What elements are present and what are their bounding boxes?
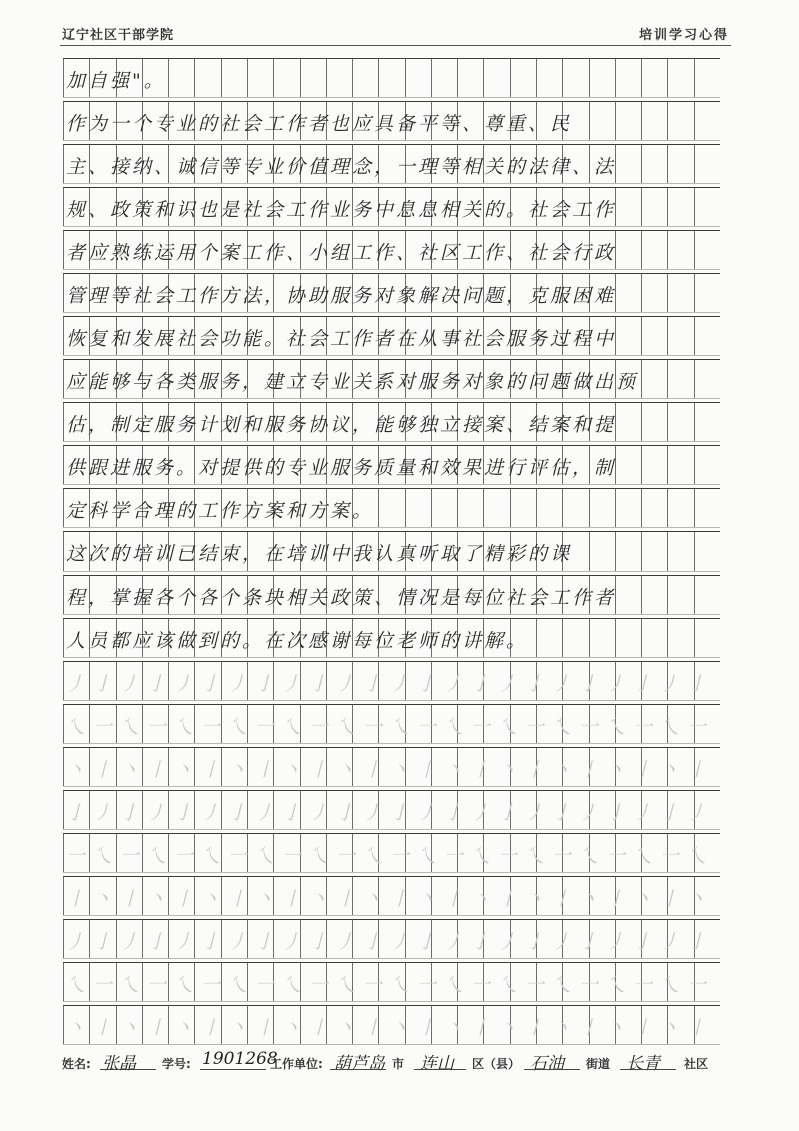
header-divider [60, 45, 731, 46]
student-id-value: 1901268 [202, 1049, 278, 1069]
bleed-through-row: 亅丿亅丿亅丿亅丿亅丿亅丿亅丿亅丿亅丿亅丿亅丿亅丿 [66, 801, 715, 824]
bleed-through-row: 丶丨丶丨丶丨丶丨丶丨丶丨丶丨丶丨丶丨丶丨丶丨丶丨 [66, 1016, 715, 1039]
district-value: 连山 [420, 1054, 454, 1074]
essay-line: 估，制定服务计划和服务协议，能够独立接案、结案和提 [66, 414, 617, 437]
essay-line: 恢复和发展社会功能。社会工作者在从事社会服务过程中 [66, 328, 617, 351]
bleed-through-row: 丶丨丶丨丶丨丶丨丶丨丶丨丶丨丶丨丶丨丶丨丶丨丶丨 [66, 758, 715, 781]
essay-line: 这次的培训已结束，在培训中我认真听取了精彩的课 [66, 543, 573, 566]
community-value: 长青 [626, 1054, 660, 1074]
essay-line: 规、政策和识也是社会工作业务中息息相关的。社会工作 [66, 199, 617, 222]
name-value: 张晶 [102, 1054, 136, 1074]
essay-line: 应能够与各类服务，建立专业关系对服务对象的问题做出预 [66, 371, 639, 394]
name-label: 姓名: [62, 1057, 91, 1071]
institution-header: 辽宁社区干部学院 [62, 28, 175, 43]
student-id-underline [200, 1069, 266, 1070]
bleed-through-row: 乀一乀一乀一乀一乀一乀一乀一乀一乀一乀一乀一乀一 [66, 715, 715, 738]
street-value: 石油 [530, 1054, 564, 1074]
essay-line: 者应熟练运用个案工作、小组工作、社区工作、社会行政 [66, 242, 617, 265]
community-label: 社区 [684, 1057, 709, 1071]
work-unit-label: 工作单位: [270, 1057, 323, 1071]
student-id-label: 学号: [162, 1057, 191, 1071]
bleed-through-row: 乀一乀一乀一乀一乀一乀一乀一乀一乀一乀一乀一乀一 [66, 973, 715, 996]
bleed-through-row: 丿亅丿亅丿亅丿亅丿亅丿亅丿亅丿亅丿亅丿亅丿亅丿亅 [66, 930, 715, 953]
community-underline [620, 1069, 676, 1070]
student-info-footer [62, 1049, 742, 1075]
district-underline [414, 1069, 466, 1070]
street-label: 街道 [586, 1057, 611, 1071]
essay-line: 供跟进服务。对提供的专业服务质量和效果进行评估，制 [66, 457, 617, 480]
city-label: 市 [392, 1057, 405, 1071]
essay-line: 定科学合理的工作方案和方案。 [66, 500, 375, 523]
essay-line: 加自强"。 [66, 70, 166, 92]
essay-line: 程，掌握各个各个条块相关政策、情况是每位社会工作者 [66, 586, 617, 609]
bleed-through-row: 丿亅丿亅丿亅丿亅丿亅丿亅丿亅丿亅丿亅丿亅丿亅丿亅 [66, 672, 715, 695]
essay-line: 主、接纳、诚信等专业价值理念，一理等相关的法律、法 [66, 156, 617, 179]
name-underline [100, 1069, 156, 1070]
bleed-through-row: 丨丶丨丶丨丶丨丶丨丶丨丶丨丶丨丶丨丶丨丶丨丶丨丶 [66, 887, 715, 910]
essay-line: 作为一个专业的社会工作者也应具备平等、尊重、民 [66, 113, 573, 136]
essay-line: 管理等社会工作方法，协助服务对象解决问题，克服困难 [66, 285, 617, 308]
district-label: 区（县） [472, 1057, 521, 1071]
city-underline [330, 1069, 386, 1070]
street-underline [524, 1069, 580, 1070]
city-value: 葫芦岛 [334, 1054, 385, 1074]
bleed-through-row: 一乀一乀一乀一乀一乀一乀一乀一乀一乀一乀一乀一乀 [66, 844, 715, 867]
document-type-header: 培训学习心得 [638, 28, 729, 43]
essay-line: 人员都应该做到的。在次感谢每位老师的讲解。 [66, 629, 529, 652]
